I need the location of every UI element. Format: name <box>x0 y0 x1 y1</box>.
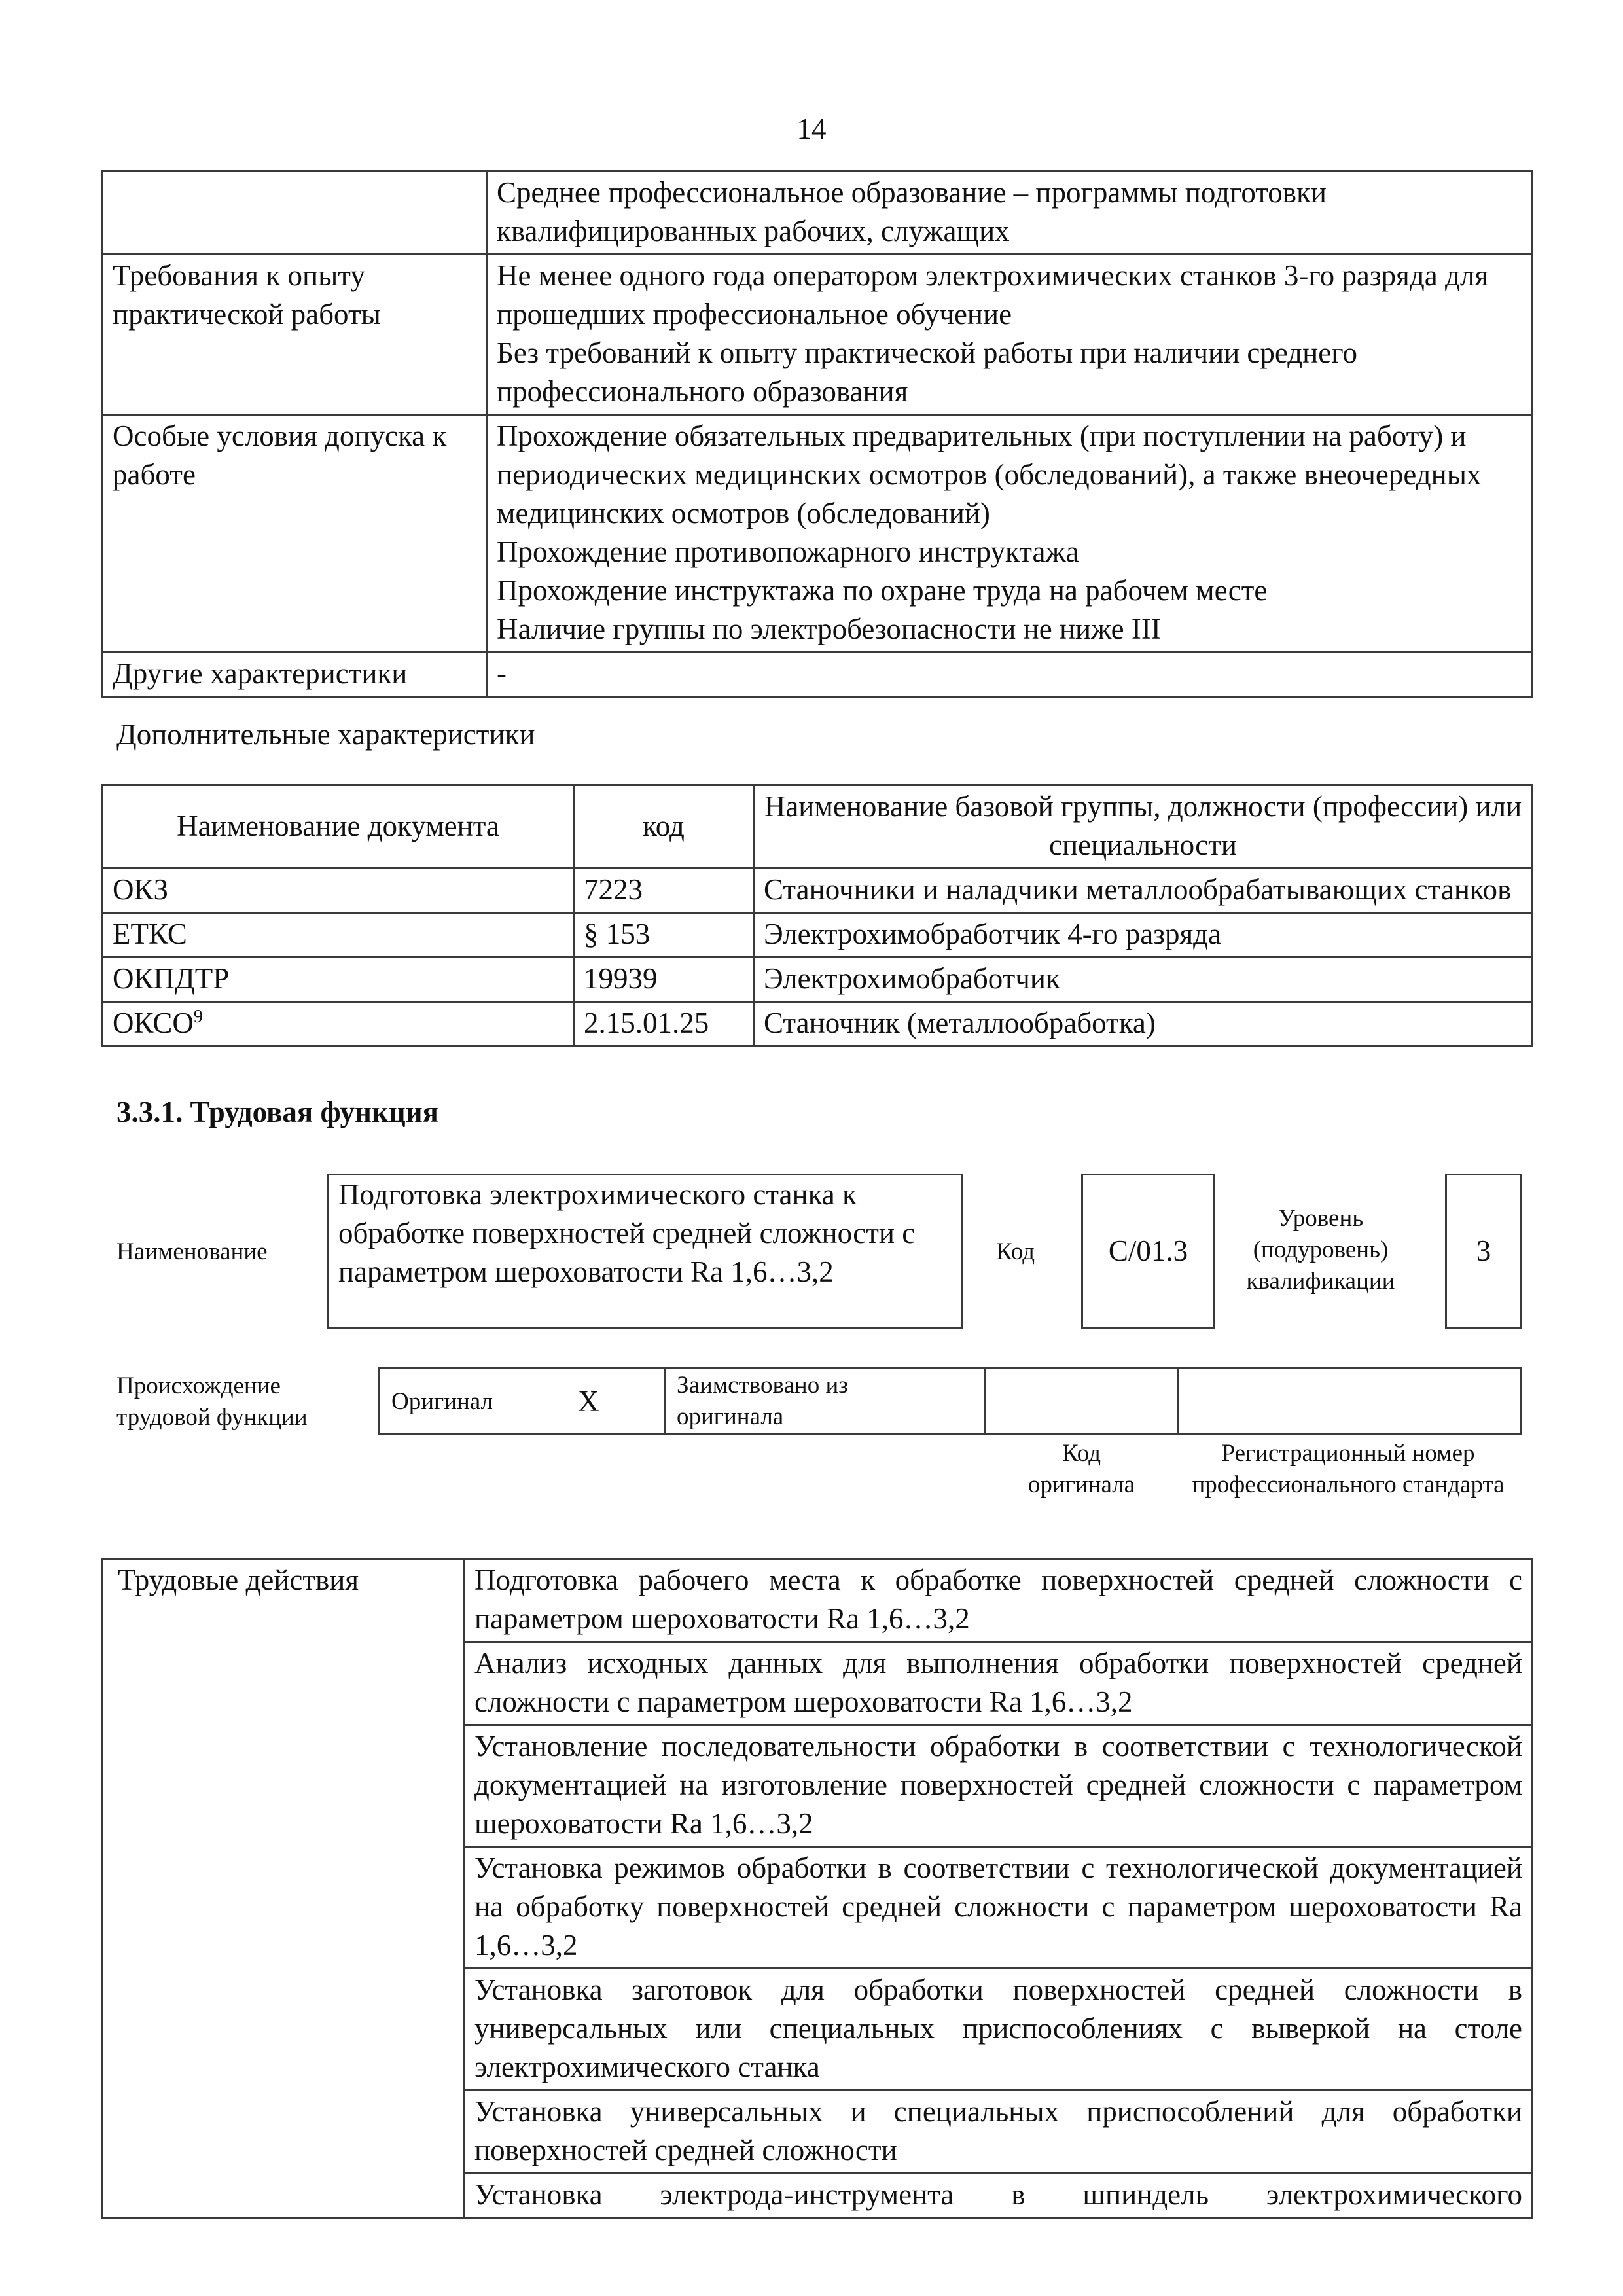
section-heading: 3.3.1. Трудовая функция <box>116 1096 439 1128</box>
code-cell: § 153 <box>574 913 754 958</box>
table-row <box>103 415 1533 653</box>
table-row <box>103 913 1533 958</box>
requirements-table <box>101 170 1533 698</box>
table-row <box>103 1559 1533 1642</box>
table-row <box>103 958 1533 1002</box>
origin-label: Происхождение трудовой функции <box>116 1372 308 1431</box>
function-code: C/01.3 <box>1108 1234 1188 1267</box>
doc-cell <box>103 869 574 913</box>
table-header-row <box>103 785 1533 869</box>
value-line: Прохождение противопожарного инструктажа <box>497 535 1079 568</box>
original-label: Оригинал <box>391 1388 493 1415</box>
row-value <box>487 255 1533 415</box>
code-original-caption: Код оригинала <box>1027 1440 1135 1498</box>
additional-heading: Дополнительные характеристики <box>116 718 535 751</box>
origin-divider <box>664 1367 666 1435</box>
code-box <box>1081 1174 1215 1329</box>
page-number: 14 <box>796 113 827 145</box>
doc-cell <box>103 913 574 958</box>
value-line: Прохождение инструктажа по охране труда на рабочем месте <box>497 574 1268 607</box>
origin-divider <box>984 1367 986 1435</box>
level-label: Уровень (подуровень) квалификации <box>1246 1205 1395 1295</box>
row-value <box>487 171 1533 255</box>
value-line: - <box>497 657 507 690</box>
action-item: Анализ исходных данных для выполнения обработки поверхностей средней сложности с параметром шероховатости Ra 1,6…3,2 <box>465 1642 1533 1725</box>
group-name-cell: Электрохимобработчик 4-го разряда <box>754 913 1533 958</box>
doc-name: ОКСО <box>113 1007 194 1039</box>
group-name-cell: Электрохимобработчик <box>754 958 1533 1002</box>
row-label: Требования к опыту практической работы <box>103 255 487 415</box>
group-name-cell: Станочник (металлообработка) <box>754 1002 1533 1047</box>
header-code: код <box>574 785 754 869</box>
table-row <box>103 869 1533 913</box>
action-item: Установка заготовок для обработки поверхностей средней сложности в универсальных или специальных приспособлениях с выверкой на столе электрохимического станка <box>465 1969 1533 2090</box>
table-row <box>103 255 1533 415</box>
header-group-name: Наименование базовой группы, должности (профессии) или специальности <box>754 785 1533 869</box>
value-line: Наличие группы по электробезопасности не ниже III <box>497 613 1161 645</box>
original-mark: X <box>578 1385 599 1418</box>
value-line: Прохождение обязательных предварительных (при поступлении на работу) и периодических медицинских осмотров (обследований), а также внеочередных медицинских осмотров (обследований) <box>497 420 1482 529</box>
code-cell: 19939 <box>574 958 754 1002</box>
additional-table <box>101 784 1533 1047</box>
doc-cell <box>103 1002 574 1047</box>
footnote-ref: 9 <box>193 1007 203 1027</box>
actions-label: Трудовые действия <box>103 1559 465 2218</box>
doc-name: ОКПДТР <box>113 962 230 995</box>
row-label <box>103 171 487 255</box>
function-name: Подготовка электрохимического станка к обработке поверхностей средней сложности с параметром шероховатости Ra 1,6…3,2 <box>338 1178 916 1288</box>
level-value: 3 <box>1476 1234 1491 1267</box>
group-name-cell: Станочники и наладчики металлообрабатывающих станков <box>754 869 1533 913</box>
action-item: Установление последовательности обработки в соответствии с технологической документацией на изготовление поверхностей средней сложности с параметром шероховатости Ra 1,6…3,2 <box>465 1725 1533 1847</box>
table-row <box>103 1002 1533 1047</box>
reg-number-caption: Регистрационный номер профессионального стандарта <box>1192 1440 1505 1498</box>
function-name-label: Наименование <box>116 1238 268 1265</box>
action-item: Установка электрода-инструмента в шпиндель электрохимического <box>465 2174 1533 2218</box>
value-line: Среднее профессиональное образование – программы подготовки квалифицированных рабочих, служащих <box>497 176 1327 247</box>
code-cell: 7223 <box>574 869 754 913</box>
action-item: Установка режимов обработки в соответствии с технологической документацией на обработку поверхностей средней сложности с параметром шероховатости Ra 1,6…3,2 <box>465 1847 1533 1969</box>
code-cell: 2.15.01.25 <box>574 1002 754 1047</box>
action-item: Установка универсальных и специальных приспособлений для обработки поверхностей средней сложности <box>465 2090 1533 2174</box>
doc-name: ЕТКС <box>113 918 187 950</box>
row-value <box>487 653 1533 697</box>
doc-name: ОКЗ <box>113 873 169 906</box>
table-row <box>103 171 1533 255</box>
code-label: Код <box>996 1238 1035 1265</box>
doc-cell <box>103 958 574 1002</box>
value-line: Без требований к опыту практической работы при наличии среднего профессионального образования <box>497 336 1358 408</box>
function-name-box <box>327 1174 963 1329</box>
origin-divider <box>1177 1367 1179 1435</box>
action-item: Подготовка рабочего места к обработке поверхностей средней сложности с параметром шероховатости Ra 1,6…3,2 <box>465 1559 1533 1642</box>
row-label: Другие характеристики <box>103 653 487 697</box>
value-line: Не менее одного года оператором электрохимических станков 3-го разряда для прошедших профессиональное обучение <box>497 259 1489 331</box>
origin-box <box>378 1367 1522 1435</box>
level-box <box>1445 1174 1522 1329</box>
borrowed-label: Заимствовано из оригинала <box>677 1372 848 1430</box>
table-row <box>103 653 1533 697</box>
header-document: Наименование документа <box>103 785 574 869</box>
row-value <box>487 415 1533 653</box>
row-label: Особые условия допуска к работе <box>103 415 487 653</box>
actions-table <box>101 1558 1533 2219</box>
